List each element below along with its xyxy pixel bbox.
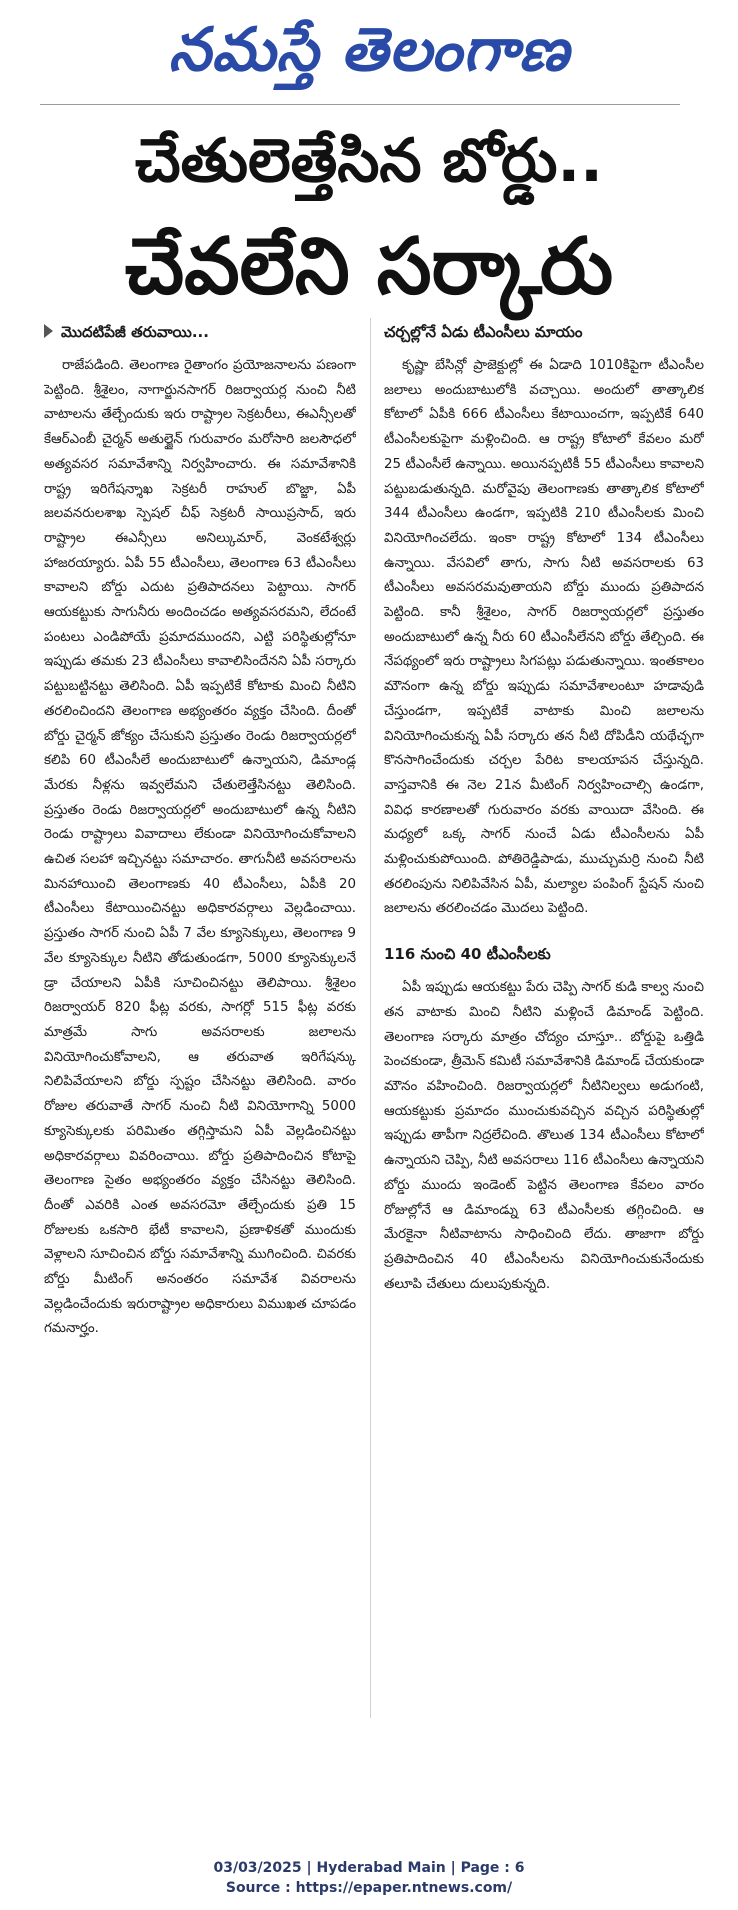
footer-source: Source : https://epaper.ntnews.com/ (225, 1880, 513, 1896)
masthead-logo: నమస్తే తెలంగాణ (168, 15, 570, 85)
section-heading-1: చర్చల్లోనే ఏడు టీఎంసీలు మాయం (384, 323, 583, 341)
continued-label-text: మొదటిపేజీ తరువాయి... (61, 323, 209, 341)
article-paragraph: రాజేపడింది. తెలంగాణ రైతాంగం ప్రయోజనాలను పణంగా పెట్టింది. శ్రీశైలం, నాగార్జునసాగర్ రిజర్వాయర్ల నుంచి నీటి వాటాలను తేల్చేందుకు ఇరు రాష్ట్రాల సెక్రటరీలు, ఈఎన్సీలతో కేఆర్ఎంబీ చైర్మన్ అతుల్జైన్ గురువారం మరోసారి జలసౌధలో అత్యవసర సమావేశాన్ని నిర్వహించారు. ఈ సమావేశానికి రాష్ట్ర ఇరిగేషన్శాఖ సెక్రటరీ రాహుల్ బొజ్జా, ఏపీ జలవనరులశాఖ స్పెషల్ చీఫ్ సెక్రటరీ సాయిప్రసాద్, ఇరు రాష్ట్రాల ఈఎన్సీలు అనిల్కుమార్, వెంకటేశ్వర్లు హాజరయ్యారు. ఏపీ 55 టీఎంసీలు, తెలంగాణ 63 టీఎంసీలు కావాలని బోర్డు ఎదుట ప్రతిపాదనలు పెట్టాయి. సాగర్ ఆయకట్టుకు సాగునీరు అందించడం అత్యవసరమని, లేదంటే పంటలు ఎండిపోయే ప్రమాదముందని, ఎట్టి పరిస్థితుల్లోనూ ఇప్పుడు తమకు 23 టీఎంసీలు కావాలిసిందేనని ఏపీ సర్కారు పట్టుబట్టినట్టు తెలిసింది. ఏపీ ఇప్పటికే కోటాకు మించి నీటిని తరలించిందని తెలంగాణ అభ్యంతరం వ్యక్తం చేసింది. దీంతో బోర్డు చైర్మన్ జోక్యం చేసుకుని ప్రస్తుతం రెండు రిజర్వాయర్లలో కలిపి 60 టీఎంసీలే అందుబాటులో ఉన్నాయని, డిమాండ్ల మేరకు నీళ్లను ఇవ్వలేమని చేతులెత్తేసినట్టు తెలిసింది. ప్రస్తుతం రెండు రిజర్వాయర్లలో అందుబాటులో ఉన్న నీటిని రెండు రాష్ట్రాలు వివాదాలు లేకుండా వినియోగించుకోవాలని ఉచిత సలహా ఇచ్చినట్టు సమాచారం. తాగునీటి అవసరాలను మినహాయించి తెలంగాణకు 40 టీఎంసీలు, ఏపీకి 20 టీఎంసీలు కేటాయించినట్టు అధికారవర్గాలు వెల్లడించాయి. ప్రస్తుతం సాగర్ నుంచి ఏపీ 7 వేల క్యూసెక్కులు, తెలంగాణ 9 వేల క్యూసెక్కుల నీటిని తోడుతుండగా, 5000 క్యూసెక్కులనే డ్రా చేయాలని ఏపీకి సూచించినట్టు తెలిపాయి. శ్రీశైలం రిజర్వాయర్ 820 ఫీట్ల వరకు, సాగర్లో 515 ఫీట్ల వరకు మాత్రమే సాగు అవసరాలకు జలాలను వినియోగించుకోవాలని, ఆ తరువాత ఇరిగేషన్కు నిలిపివేయాలని బోర్డు స్పష్టం చేసినట్టు తెలిసింది. వారం రోజుల తరువాతే సాగర్ నుంచి నీటి వినియోగాన్ని 5000 క్యూసెక్కులకు పరిమితం తగ్గిస్తామని ఏపీ వెల్లడించినట్టు అధికారవర్గాలు వివరించాయి. బోర్డు ప్రతిపాదించిన కోటాపై తెలంగాణ సైతం అభ్యంతరం వ్యక్తం చేసినట్టు తెలిసింది. దీంతో ఎవరికి ఎంత అవసరమో తేల్చేందుకు ప్రతి 15 రోజులకు ఒకసారి భేటీ కావాలని, ప్రణాళికతో ముందుకు వెళ్లాలని సూచించిన బోర్డు సమావేశాన్ని ముగించింది. చివరకు బోర్డు మీటింగ్ అనంతరం సమావేశ వివరాలను వెల్లడించేందుకు ఇరురాష్ట్రాల అధికారులు విముఖత చూపడం గమనార్హం. (44, 358, 356, 1337)
continued-label (44, 318, 356, 346)
arrow-right-icon (44, 324, 53, 338)
left-column (44, 318, 356, 1342)
column-divider (370, 318, 371, 1718)
masthead-rule (40, 104, 680, 105)
section-heading-2: 116 నుంచి 40 టీఎంసీలకు (384, 945, 551, 964)
footer (0, 1858, 738, 1898)
headline-line-1: చేతులెత్తేసిన బోర్డు.. (135, 126, 603, 196)
masthead (0, 0, 738, 100)
footer-date-edition: 03/03/2025 | Hyderabad Main | Page : 6 (213, 1860, 525, 1876)
headline-line-2: చేవలేని సర్కారు (124, 222, 614, 312)
section-1-paragraph: కృష్ణా బేసిన్లో ప్రాజెక్టుల్లో ఈ ఏడాది 1010కిపైగా టీఎంసీల జలాలు అందుబాటులోకి వచ్చాయి. అందులో తాత్కాలిక కోటాలో ఏపీకి 666 టీఎంసీలు కేటాయించగా, ఇప్పటికే 640 టీఎంసీలకుపైగా మళ్లించింది. ఆ రాష్ట్ర కోటాలో కేవలం మరో 25 టీఎంసీలే ఉన్నాయి. అయినప్పటికీ 55 టీఎంసీలు కావాలని పట్టుబడుతున్నది. మరోవైపు తెలంగాణకు తాత్కాలిక కోటాలో 344 టీఎంసీలు ఉండగా, ఇప్పటికి 210 టీఎంసీలకు మించి వినియోగించలేదు. ఇంకా రాష్ట్ర కోటాలో 134 టీఎంసీలు ఉన్నాయి. వేసవిలో తాగు, సాగు నీటి అవసరాలకు 63 టీఎంసీలు అవసరమవుతాయని బోర్డు ముందు ప్రతిపాదన పెట్టింది. కానీ శ్రీశైలం, సాగర్ రిజర్వాయర్లలో ప్రస్తుతం అందుబాటులో ఉన్న నీరు 60 టీఎంసీలేనని బోర్డు తేల్చింది. ఈ నేపథ్యంలో ఇరు రాష్ట్రాలు సిగపట్లు పడుతున్నాయి. ఇంతకాలం మౌనంగా ఉన్న బోర్డు ఇప్పుడు సమావేశాలంటూ హడావుడి చేస్తుండగా, ఇప్పటికే వాటాకు మించి జలాలను వినియోగించుకున్న ఏపీ సర్కారు తన నీటి దోపిడీని యథేచ్ఛగా కొనసాగించేందుకు చర్చల పేరిట కాలయాపన చేస్తున్నది. వాస్తవానికి ఈ నెల 21న మీటింగ్ నిర్వహించాల్సి ఉండగా, వివిధ కారణాలతో గురువారం వరకు వాయిదా వేసింది. ఈ మధ్యలో ఒక్క సాగర్ నుంచే ఏడు టీఎంసీలను ఏపీ మళ్లించుకుపోయింది. పోతిరెడ్డిపాడు, ముచ్చుమర్రి నుంచి నీటి తరలింపును నిలిపివేసిన ఏపీ, మల్యాల పంపింగ్ స్టేషన్ నుంచి జలాలను తరలించడం మొదలు పెట్టింది. (384, 358, 704, 917)
section-2-paragraph: ఏపీ ఇప్పుడు ఆయకట్టు పేరు చెప్పి సాగర్ కుడి కాల్వ నుంచి తన వాటాకు మించి నీటిని మళ్లించే డిమాండ్ పెట్టింది. తెలంగాణ సర్కారు మాత్రం చోద్యం చూస్తూ.. బోర్డుపై ఒత్తిడి పెంచకుండా, త్రీమెన్ కమిటీ సమావేశానికి డిమాండ్ చేయకుండా మౌనం వహించింది. రిజర్వాయర్లలో నీటినిల్వలు అడుగంటి, ఆయకట్టుకు ప్రమాదం ముంచుకువచ్చిన వచ్చిన పరిస్థితుల్లో ఇప్పుడు తాపీగా నిద్రలేచింది. తొలుత 134 టీఎంసీలు కోటాలో ఉన్నాయని చెప్పి, నీటి అవసరాలు 116 టీఎంసీలు ఉన్నాయని బోర్డు ముందు ఇండెంట్ పెట్టిన తెలంగాణ కేవలం వారం రోజుల్లోనే ఆ డిమాండ్ను 63 టీఎంసీలకు తగ్గించింది. ఆ మేరకైనా నీటివాటాను సాధించింది లేదు. తాజాగా బోర్డు ప్రతిపాదించిన 40 టీఎంసీలను వినియోగించుకునేందుకు తలూపి చేతులు దులుపుకున్నది. (384, 980, 704, 1292)
right-column (384, 318, 704, 1297)
